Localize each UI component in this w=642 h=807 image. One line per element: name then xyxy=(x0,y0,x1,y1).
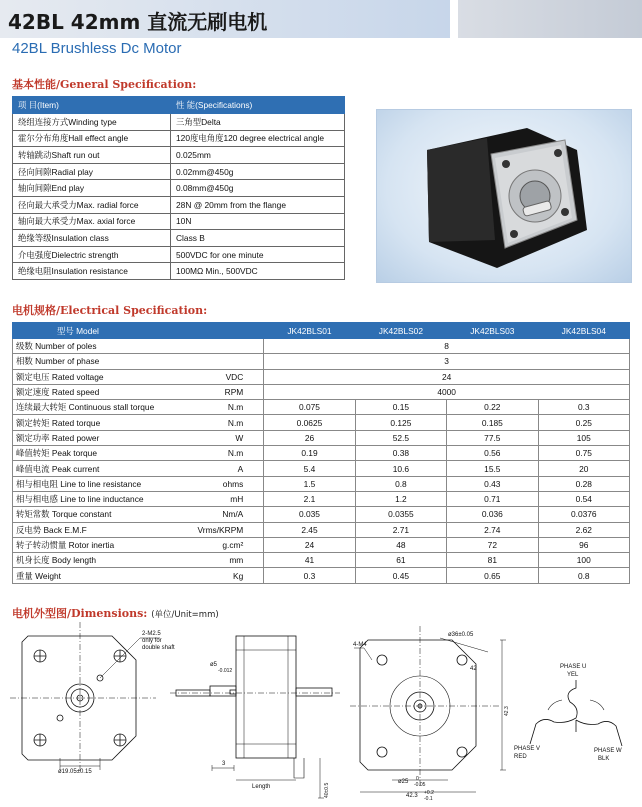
elec-param-cell: 相数 Number of phase xyxy=(13,354,198,369)
elec-value-cell: 26 xyxy=(264,430,355,445)
elec-param-cell: 重量 Weight xyxy=(13,568,198,583)
label-blk: BLK xyxy=(598,756,610,762)
elec-param-cell: 额定功率 Rated power xyxy=(13,430,198,445)
elec-param-cell: 相与相电阻 Line to line resistance xyxy=(13,476,198,491)
general-row xyxy=(13,213,345,230)
general-item-cell: 绕组连接方式Winding type xyxy=(13,114,171,131)
elec-head-model: 型号 Model xyxy=(13,323,264,339)
elec-value-cell: 0.56 xyxy=(447,446,538,461)
elec-value-cell: 10.6 xyxy=(355,461,446,476)
elec-head-model-3: JK42BLS03 xyxy=(447,323,538,339)
elec-value-cell: 0.036 xyxy=(447,507,538,522)
elec-value-cell: 0.0376 xyxy=(538,507,629,522)
elec-value-cell: 0.185 xyxy=(447,415,538,430)
page-subtitle: 42BL Brushless Dc Motor xyxy=(12,40,182,57)
elec-row xyxy=(13,507,630,522)
elec-value-cell: 0.075 xyxy=(264,400,355,415)
elec-shared-row xyxy=(13,384,630,399)
general-item-cell: 介电强度Dielectric strength xyxy=(13,246,171,263)
general-spec-cell: 120度电角度120 degree electrical angle xyxy=(171,130,345,147)
label-shaft-dia: ø5 xyxy=(210,662,218,668)
label-phase-v: PHASE V xyxy=(514,746,541,752)
elec-unit-cell: W xyxy=(198,430,264,445)
elec-shared-row xyxy=(13,339,630,354)
elec-shared-value-cell: 8 xyxy=(264,339,630,354)
general-row xyxy=(13,147,345,164)
side-view xyxy=(170,636,340,798)
general-item-cell: 径向间隙Radial play xyxy=(13,163,171,180)
elec-param-cell: 额定电压 Rated voltage xyxy=(13,369,198,384)
elec-value-cell: 0.125 xyxy=(355,415,446,430)
elec-row xyxy=(13,476,630,491)
elec-value-cell: 0.8 xyxy=(538,568,629,583)
elec-value-cell: 5.4 xyxy=(264,461,355,476)
general-spec-table xyxy=(12,96,345,280)
elec-param-cell: 转矩常数 Torque constant xyxy=(13,507,198,522)
elec-param-cell: 连续最大转矩 Continuous stall torque xyxy=(13,400,198,415)
label-m4: 4-M4 xyxy=(353,642,367,648)
general-row xyxy=(13,163,345,180)
elec-unit-cell: VDC xyxy=(198,369,264,384)
general-item-cell: 轴向最大承受力Max. axial force xyxy=(13,213,171,230)
elec-value-cell: 0.0625 xyxy=(264,415,355,430)
elec-value-cell: 1.5 xyxy=(264,476,355,491)
elec-value-cell: 2.71 xyxy=(355,522,446,537)
elec-value-cell: 0.15 xyxy=(355,400,446,415)
general-item-cell: 绝缘电阻Insulation resistance xyxy=(13,263,171,280)
elec-value-cell: 0.54 xyxy=(538,491,629,506)
label-phi25-tol1: 0 xyxy=(416,776,419,782)
label-flange-len: 40±0.5 xyxy=(324,782,330,798)
elec-head-model-1: JK42BLS01 xyxy=(264,323,355,339)
general-row xyxy=(13,114,345,131)
label-phase-u: PHASE U xyxy=(560,664,587,670)
elec-value-cell: 0.28 xyxy=(538,476,629,491)
elec-param-cell: 级数 Number of poles xyxy=(13,339,198,354)
phase-diagram xyxy=(514,664,622,762)
elec-value-cell: 96 xyxy=(538,537,629,552)
general-spec-cell: 0.025mm xyxy=(171,147,345,164)
elec-value-cell: 0.19 xyxy=(264,446,355,461)
elec-value-cell: 48 xyxy=(355,537,446,552)
elec-unit-cell xyxy=(198,339,264,354)
elec-value-cell: 2.45 xyxy=(264,522,355,537)
elec-row xyxy=(13,568,630,583)
electrical-spec-table xyxy=(12,322,630,584)
label-note2: double shaft xyxy=(142,645,175,651)
general-row xyxy=(13,230,345,247)
elec-value-cell: 0.43 xyxy=(447,476,538,491)
general-row xyxy=(13,246,345,263)
elec-value-cell: 0.25 xyxy=(538,415,629,430)
elec-unit-cell xyxy=(198,354,264,369)
elec-value-cell: 2.1 xyxy=(264,491,355,506)
general-item-cell: 绝缘等级Insulation class xyxy=(13,230,171,247)
label-yel: YEL xyxy=(567,672,579,678)
elec-value-cell: 0.035 xyxy=(264,507,355,522)
general-spec-cell: 三角型Delta xyxy=(171,114,345,131)
label-length: Length xyxy=(252,784,271,790)
elec-param-cell: 反电势 Back E.M.F xyxy=(13,522,198,537)
general-spec-cell: 0.08mm@450g xyxy=(171,180,345,197)
elec-shared-value-cell: 3 xyxy=(264,354,630,369)
label-side-tol2: -0.1 xyxy=(424,796,433,802)
header-right-bar xyxy=(458,0,642,38)
elec-shared-row xyxy=(13,354,630,369)
general-item-cell: 径向最大承受力Max. radial force xyxy=(13,196,171,213)
elec-param-cell: 额定速度 Rated speed xyxy=(13,384,198,399)
label-side: 42.3 xyxy=(406,793,418,799)
label-side-tol1: +0.2 xyxy=(424,790,434,796)
elec-unit-cell: N.m xyxy=(198,400,264,415)
elec-row xyxy=(13,400,630,415)
elec-value-cell: 0.0355 xyxy=(355,507,446,522)
label-note1: only for xyxy=(142,638,162,644)
elec-row xyxy=(13,553,630,568)
elec-value-cell: 0.38 xyxy=(355,446,446,461)
dimensions-heading xyxy=(12,605,219,621)
dimension-drawings xyxy=(0,620,642,807)
general-item-cell: 轴向间隙End play xyxy=(13,180,171,197)
elec-unit-cell: N.m xyxy=(198,446,264,461)
elec-unit-cell: mH xyxy=(198,491,264,506)
elec-row xyxy=(13,430,630,445)
label-side-vert: 42.3 xyxy=(504,706,510,716)
general-head-item: 项 目(Item) xyxy=(13,97,171,114)
general-head-spec: 性 能(Specifications) xyxy=(171,97,345,114)
elec-param-cell: 机身长度 Body length xyxy=(13,553,198,568)
label-phase-w: PHASE W xyxy=(594,748,622,754)
general-spec-cell: 28N @ 20mm from the flange xyxy=(171,196,345,213)
elec-head-model-4: JK42BLS04 xyxy=(538,323,629,339)
label-phi25-tol2: -0.05 xyxy=(414,782,426,788)
elec-value-cell: 0.75 xyxy=(538,446,629,461)
front-view xyxy=(10,622,175,775)
elec-value-cell: 52.5 xyxy=(355,430,446,445)
electrical-spec-heading: 电机规格/Electrical Specification: xyxy=(12,304,208,317)
elec-value-cell: 41 xyxy=(264,553,355,568)
label-pcd: ø19.05±0.15 xyxy=(58,769,92,775)
general-row xyxy=(13,263,345,280)
motor-image xyxy=(377,110,632,283)
dimensions-unit: (单位/Unit=mm) xyxy=(151,610,219,620)
elec-unit-cell: A xyxy=(198,461,264,476)
elec-row xyxy=(13,415,630,430)
elec-value-cell: 61 xyxy=(355,553,446,568)
label-square: 42 xyxy=(470,666,477,672)
elec-value-cell: 0.8 xyxy=(355,476,446,491)
elec-value-cell: 0.22 xyxy=(447,400,538,415)
elec-value-cell: 2.62 xyxy=(538,522,629,537)
elec-value-cell: 72 xyxy=(447,537,538,552)
motor-photo xyxy=(376,109,632,283)
general-item-cell: 转轴跳动Shaft run out xyxy=(13,147,171,164)
elec-unit-cell: g.cm² xyxy=(198,537,264,552)
elec-row xyxy=(13,522,630,537)
elec-shared-value-cell: 4000 xyxy=(264,384,630,399)
general-spec-heading: 基本性能/General Specification: xyxy=(12,78,197,91)
elec-unit-cell: mm xyxy=(198,553,264,568)
elec-unit-cell: Nm/A xyxy=(198,507,264,522)
general-item-cell: 霍尔分布角度Hall effect angle xyxy=(13,130,171,147)
general-spec-cell: 10N xyxy=(171,213,345,230)
label-phi25: ø25 xyxy=(398,779,409,785)
elec-value-cell: 15.5 xyxy=(447,461,538,476)
elec-value-cell: 20 xyxy=(538,461,629,476)
elec-value-cell: 105 xyxy=(538,430,629,445)
elec-shared-row xyxy=(13,369,630,384)
elec-unit-cell: ohms xyxy=(198,476,264,491)
general-spec-cell: 100MΩ Min., 500VDC xyxy=(171,263,345,280)
elec-row xyxy=(13,446,630,461)
elec-param-cell: 峰值电流 Peak current xyxy=(13,461,198,476)
elec-unit-cell: N.m xyxy=(198,415,264,430)
elec-shared-value-cell: 24 xyxy=(264,369,630,384)
elec-value-cell: 0.3 xyxy=(264,568,355,583)
elec-param-cell: 峰值转矩 Peak torque xyxy=(13,446,198,461)
general-row xyxy=(13,130,345,147)
elec-value-cell: 24 xyxy=(264,537,355,552)
elec-value-cell: 0.71 xyxy=(447,491,538,506)
elec-value-cell: 77.5 xyxy=(447,430,538,445)
elec-unit-cell: RPM xyxy=(198,384,264,399)
elec-value-cell: 0.65 xyxy=(447,568,538,583)
elec-unit-cell: Kg xyxy=(198,568,264,583)
elec-row xyxy=(13,491,630,506)
label-bolt-circle: ø36±0.05 xyxy=(448,632,474,638)
elec-param-cell: 相与相电感 Line to line inductance xyxy=(13,491,198,506)
elec-value-cell: 0.45 xyxy=(355,568,446,583)
general-row xyxy=(13,196,345,213)
elec-row xyxy=(13,461,630,476)
page-title: 42BL 42mm 直流无刷电机 xyxy=(8,10,268,34)
dimensions-title: 电机外型图/Dimensions: xyxy=(12,607,148,620)
elec-value-cell: 81 xyxy=(447,553,538,568)
label-screw: 2-M2.5 xyxy=(142,631,161,637)
general-spec-cell: Class B xyxy=(171,230,345,247)
label-red: RED xyxy=(514,754,527,760)
general-spec-cell: 0.02mm@450g xyxy=(171,163,345,180)
elec-param-cell: 转子转动惯量 Rotor inertia xyxy=(13,537,198,552)
elec-row xyxy=(13,537,630,552)
label-shaft-tol: -0.012 xyxy=(218,668,233,674)
general-spec-cell: 500VDC for one minute xyxy=(171,246,345,263)
elec-unit-cell: Vrms/KRPM xyxy=(198,522,264,537)
elec-value-cell: 100 xyxy=(538,553,629,568)
elec-value-cell: 1.2 xyxy=(355,491,446,506)
elec-param-cell: 额定转矩 Rated torque xyxy=(13,415,198,430)
elec-value-cell: 0.3 xyxy=(538,400,629,415)
label-three: 3 xyxy=(222,761,226,767)
general-row xyxy=(13,180,345,197)
rear-view xyxy=(350,626,510,802)
elec-head-model-2: JK42BLS02 xyxy=(355,323,446,339)
elec-value-cell: 2.74 xyxy=(447,522,538,537)
